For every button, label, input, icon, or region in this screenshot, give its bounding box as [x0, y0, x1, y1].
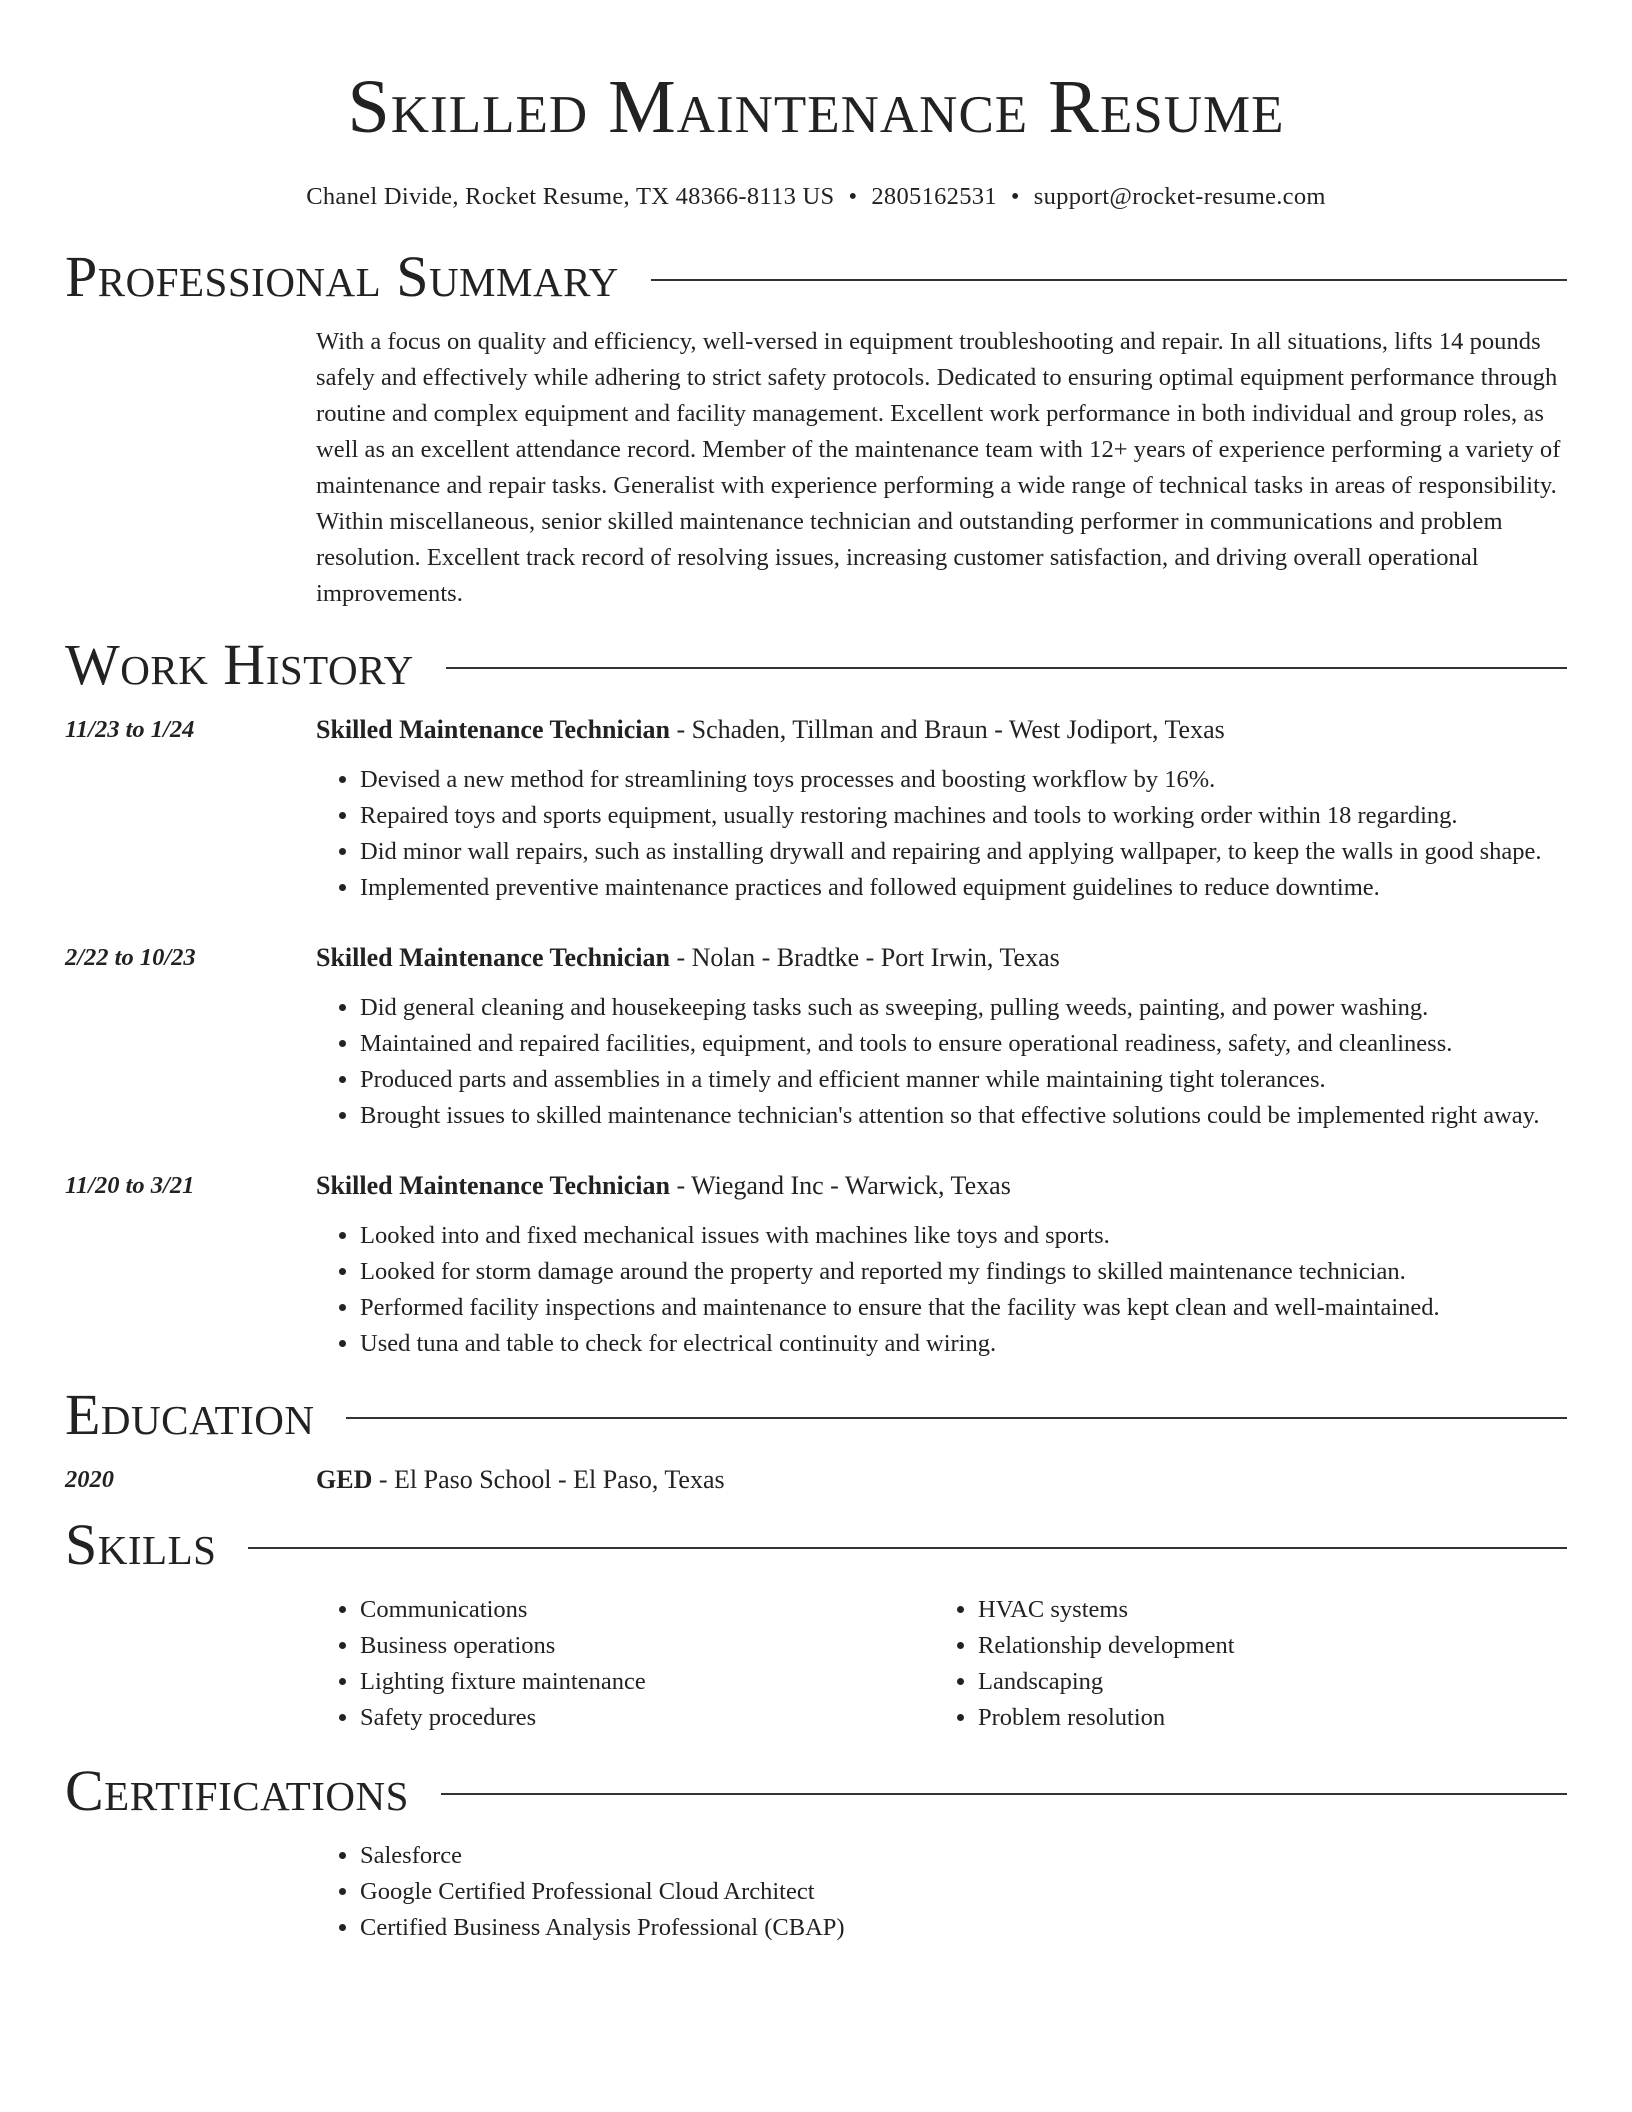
education-details: - El Paso School - El Paso, Texas	[372, 1465, 725, 1494]
contact-line	[65, 182, 1567, 212]
list-item: • Did minor wall repairs, such as installing drywall and repairing and applying wallpaper, to keep the walls in good shape.	[360, 834, 1567, 870]
resume-title: Skilled Maintenance Resume	[347, 65, 1285, 149]
job-entry	[65, 712, 1567, 906]
section-divider	[248, 1547, 1567, 1549]
job-details: - Wiegand Inc - Warwick, Texas	[669, 1171, 1011, 1200]
certifications-section-header	[65, 1758, 1567, 1824]
job-dates: 11/20 to 3/21	[65, 1172, 195, 1199]
job-title	[316, 712, 1567, 748]
section-divider	[651, 279, 1567, 281]
certifications-heading: Certifications	[65, 1758, 409, 1823]
job-dates: 2/22 to 10/23	[65, 944, 196, 971]
list-item: • HVAC systems	[978, 1592, 1235, 1628]
education-section-header	[65, 1382, 1567, 1448]
list-item: • Google Certified Professional Cloud Architect	[360, 1874, 1567, 1910]
job-role: Skilled Maintenance Technician	[316, 943, 670, 972]
job-role: Skilled Maintenance Technician	[316, 715, 670, 744]
education-entry	[65, 1462, 1567, 1498]
job-entry	[65, 1168, 1567, 1362]
work-section-header	[65, 632, 1567, 698]
skills-column-1	[316, 1592, 934, 1736]
work-heading: Work History	[65, 632, 414, 697]
list-item: • Performed facility inspections and maintenance to ensure that the facility was kept clean and well-maintained.	[360, 1290, 1567, 1326]
job-dates: 11/23 to 1/24	[65, 716, 195, 743]
list-item: • Maintained and repaired facilities, equipment, and tools to ensure operational readiness, safety, and cleanliness.	[360, 1026, 1567, 1062]
list-item: • Used tuna and table to check for electrical continuity and wiring.	[360, 1326, 1567, 1362]
education-degree: GED	[316, 1465, 373, 1494]
section-divider	[446, 667, 1567, 669]
job-bullets	[316, 762, 1567, 906]
job-title	[316, 940, 1567, 976]
list-item: • Business operations	[360, 1628, 934, 1664]
skills-section-header	[65, 1512, 1567, 1578]
list-item: • Landscaping	[978, 1664, 1235, 1700]
list-item: • Brought issues to skilled maintenance technician's attention so that effective solutions could be implemented right away.	[360, 1098, 1567, 1134]
list-item: • Certified Business Analysis Professional (CBAP)	[360, 1910, 1567, 1946]
list-item: • Looked for storm damage around the property and reported my findings to skilled maintenance technician.	[360, 1254, 1567, 1290]
contact-separator: •	[848, 183, 858, 210]
list-item: • Lighting fixture maintenance	[360, 1664, 934, 1700]
skills-columns	[316, 1592, 1567, 1736]
list-item: • Did general cleaning and housekeeping tasks such as sweeping, pulling weeds, painting, and power washing.	[360, 990, 1567, 1026]
summary-text: With a focus on quality and efficiency, well-versed in equipment troubleshooting and repair. In all situations, lifts 14 pounds safely and effectively while adhering to strict safety protocols. Dedicated to ensuring optimal equipment performance through routine and complex equipment and facility management. Excellent work performance in both individual and group roles, as well as an excellent attendance record. Member of the maintenance team with 12+ years of experience performing a variety of maintenance and repair tasks. Generalist with experience performing a wide range of technical tasks in areas of responsibility. Within miscellaneous, senior skilled maintenance technician and outstanding performer in communications and problem resolution. Excellent track record of resolving issues, increasing customer satisfaction, and driving overall operational improvements.	[316, 328, 1561, 607]
education-title	[316, 1462, 1567, 1498]
list-item: • Produced parts and assemblies in a timely and efficient manner while maintaining tight tolerances.	[360, 1062, 1567, 1098]
list-item: • Salesforce	[360, 1838, 1567, 1874]
education-heading: Education	[65, 1382, 315, 1447]
certifications-list	[316, 1838, 1567, 1946]
list-item: • Communications	[360, 1592, 934, 1628]
list-item: • Safety procedures	[360, 1700, 934, 1736]
list-item: • Problem resolution	[978, 1700, 1235, 1736]
list-item: • Devised a new method for streamlining toys processes and boosting workflow by 16%.	[360, 762, 1567, 798]
skills-column-2	[934, 1592, 1235, 1736]
contact-phone: 2805162531	[871, 183, 997, 210]
list-item: • Implemented preventive maintenance practices and followed equipment guidelines to reduce downtime.	[360, 870, 1567, 906]
contact-address: Chanel Divide, Rocket Resume, TX 48366-8113 US	[306, 183, 835, 210]
summary-section-header	[65, 244, 1567, 310]
list-item: • Looked into and fixed mechanical issues with machines like toys and sports.	[360, 1218, 1567, 1254]
contact-email: support@rocket-resume.com	[1033, 183, 1326, 210]
job-entry	[65, 940, 1567, 1134]
job-details: - Nolan - Bradtke - Port Irwin, Texas	[669, 943, 1060, 972]
skills-heading: Skills	[65, 1512, 217, 1577]
list-item: • Repaired toys and sports equipment, usually restoring machines and tools to working order within 18 regarding.	[360, 798, 1567, 834]
job-bullets	[316, 1218, 1567, 1362]
job-details: - Schaden, Tillman and Braun - West Jodiport, Texas	[669, 715, 1225, 744]
job-bullets	[316, 990, 1567, 1134]
job-role: Skilled Maintenance Technician	[316, 1171, 670, 1200]
contact-separator: •	[1010, 183, 1020, 210]
section-divider	[346, 1417, 1567, 1419]
list-item: • Relationship development	[978, 1628, 1235, 1664]
summary-heading: Professional Summary	[65, 244, 619, 309]
job-title	[316, 1168, 1567, 1204]
section-divider	[441, 1793, 1567, 1795]
education-year: 2020	[65, 1466, 114, 1493]
